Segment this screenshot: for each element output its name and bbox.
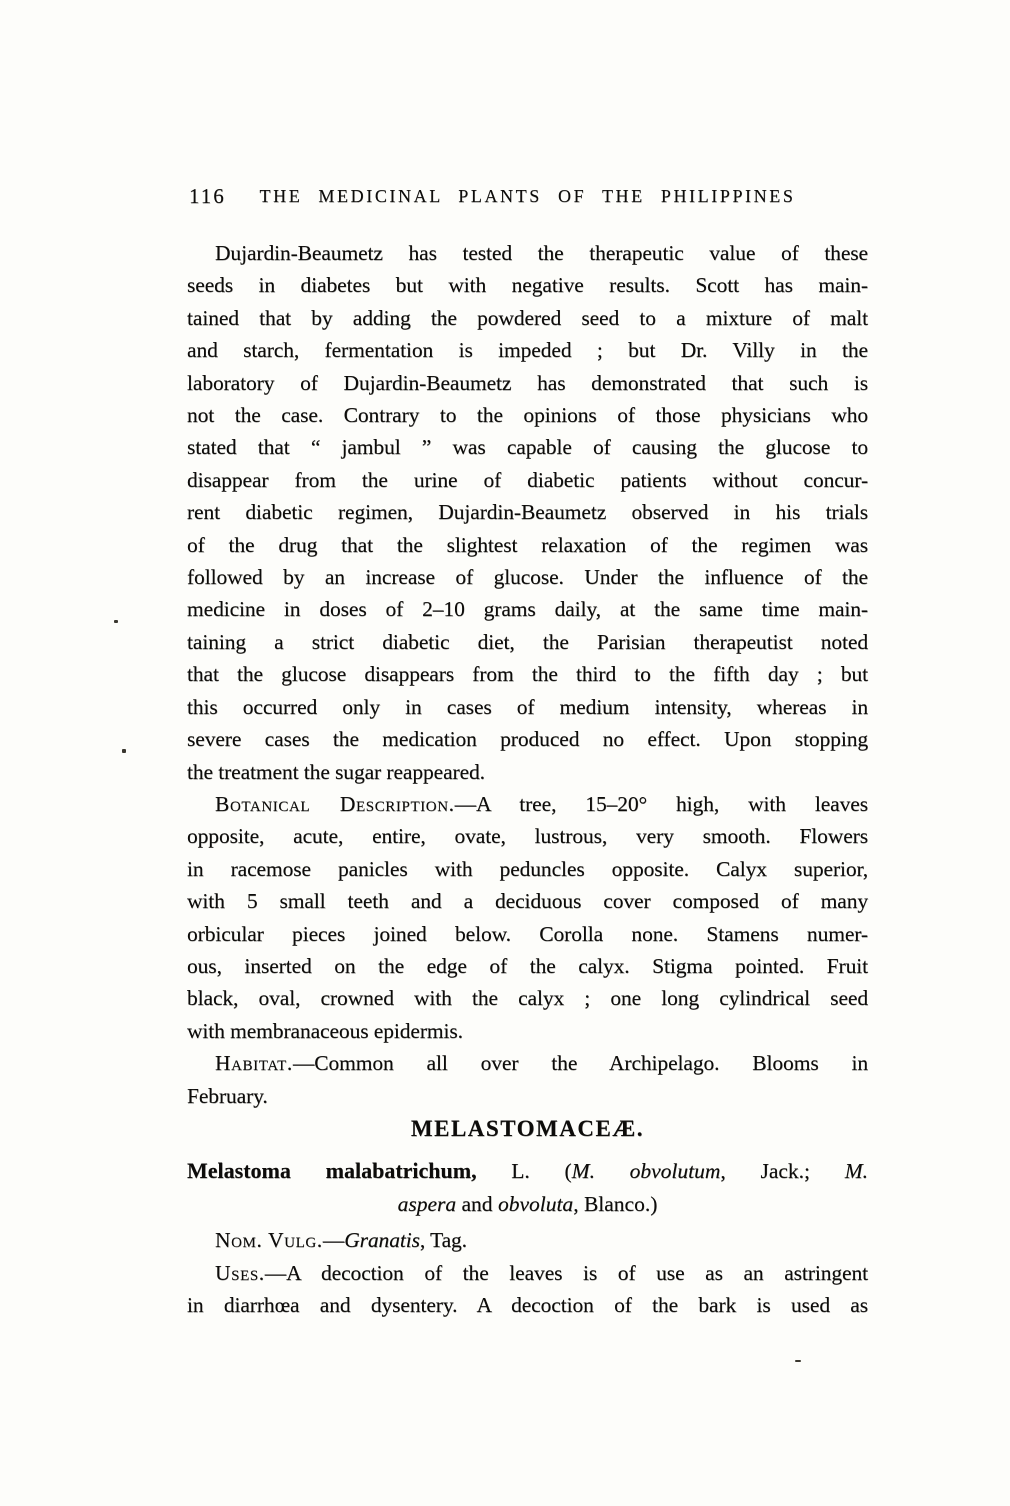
text-line: followed by an increase of glucose. Under the influence of the [187, 565, 868, 590]
page-number: 116 [189, 184, 226, 208]
text-line: opposite, acute, entire, ovate, lustrous, very smooth. Flowers [187, 824, 868, 849]
text-line: orbicular pieces joined below. Corolla none. Stamens numer- [187, 921, 868, 946]
nom-vulg-line [187, 1224, 868, 1257]
synonym-name: aspera [397, 1192, 457, 1216]
running-title: THE MEDICINAL PLANTS OF THE PHILIPPINES [259, 186, 796, 206]
text-line: rent diabetic regimen, Dujardin-Beaumetz observed in his trials [187, 500, 868, 525]
botanical-description-label: Botanical Description. [215, 791, 455, 816]
ink-speck [122, 749, 126, 753]
ink-speck [795, 1360, 801, 1362]
text-line: that the glucose disappears from the third to the fifth day ; but [187, 662, 868, 687]
text-run: , Blanco.) [573, 1192, 658, 1216]
text-line: seeds in diabetes but with negative results. Scott has main- [187, 273, 868, 298]
habitat-label: Habitat. [215, 1051, 293, 1076]
text-line: taining a strict diabetic diet, the Parisian therapeutist noted [187, 629, 868, 654]
text-line: and starch, fermentation is impeded ; but Dr. Villy in the [187, 338, 868, 363]
text-line [187, 788, 868, 820]
text-line: with membranaceous epidermis. [187, 1018, 463, 1043]
text-line: black, oval, crowned with the calyx ; one long cylindrical seed [187, 986, 868, 1011]
text-run: — [322, 1228, 345, 1252]
vernacular-name: Granatis [344, 1228, 420, 1252]
species-heading-line1 [187, 1154, 868, 1188]
uses-line2: in diarrhœa and dysentery. A decoction of the bark is used as [187, 1293, 868, 1318]
text-run: —A tree, 15–20° high, with leaves [454, 791, 868, 816]
species-name: Melastoma malabatrichum, [187, 1158, 477, 1183]
family-heading: MELASTOMACEÆ. [410, 1116, 645, 1141]
text-line: severe cases the medication produced no effect. Upon stopping [187, 727, 868, 752]
text-run: L. ( [476, 1159, 572, 1183]
text-line: disappear from the urine of diabetic patients without concur- [187, 467, 868, 492]
text-line: laboratory of Dujardin-Beaumetz has demonstrated that such is [187, 370, 868, 395]
text-line: Dujardin-Beaumetz has tested the therapeutic value of these [215, 241, 868, 265]
nom-vulg-label: Nom. Vulg. [215, 1228, 323, 1252]
text-line: medicine in doses of 2–10 grams daily, at the same time main- [187, 597, 868, 622]
paragraph-jambul [187, 237, 868, 788]
synonym-name: M. [844, 1159, 868, 1183]
text-line: not the case. Contrary to the opinions of those physicians who [187, 403, 868, 428]
text-line: ous, inserted on the edge of the calyx. Stigma pointed. Fruit [187, 953, 868, 978]
text-run: —Common all over the Archipelago. Blooms in [292, 1051, 868, 1076]
text-line: this occurred only in cases of medium intensity, whereas in [187, 694, 868, 719]
text-line: in racemose panicles with peduncles opposite. Calyx superior, [187, 856, 868, 881]
text-run: , Jack.; [720, 1159, 845, 1183]
body-text-column [187, 237, 868, 1112]
text-line [187, 1047, 868, 1079]
paragraph-habitat [187, 1047, 868, 1112]
text-run: and [456, 1192, 498, 1216]
running-head [187, 186, 868, 207]
text-line: of the drug that the slightest relaxation of the regimen was [187, 532, 868, 557]
text-line: February. [187, 1083, 268, 1108]
nom-vulg-and-uses [187, 1224, 868, 1322]
uses-line1 [187, 1257, 868, 1290]
text-line: the treatment the sugar reappeared. [187, 759, 485, 784]
text-run: —A decoction of the leaves is of use as an astringent [264, 1260, 868, 1285]
text-line: tained that by adding the powdered seed to a mixture of malt [187, 305, 868, 330]
ink-speck [114, 620, 118, 623]
synonym-name: M. obvolutum [571, 1159, 721, 1183]
synonym-name: obvoluta [497, 1192, 574, 1216]
text-line: with 5 small teeth and a deciduous cover composed of many [187, 889, 868, 914]
species-heading [187, 1154, 868, 1221]
uses-label: Uses. [215, 1260, 265, 1285]
paragraph-botanical-description [187, 788, 868, 1047]
text-line: stated that “ jambul ” was capable of causing the glucose to [187, 435, 868, 460]
species-heading-line2 [187, 1188, 868, 1221]
text-run: , Tag. [419, 1228, 467, 1252]
